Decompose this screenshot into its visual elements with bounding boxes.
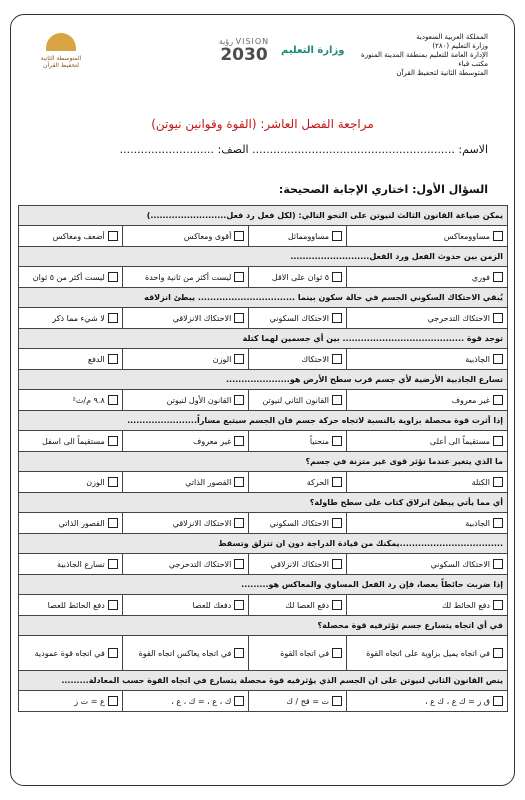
checkbox-icon[interactable] <box>493 272 503 282</box>
checkbox-icon[interactable] <box>332 313 342 323</box>
option-cell[interactable] <box>19 267 123 288</box>
option-cell[interactable] <box>249 472 347 493</box>
options-row <box>19 595 508 616</box>
checkbox-icon[interactable] <box>332 559 342 569</box>
option-label: غير معروف <box>451 395 490 405</box>
checkbox-icon[interactable] <box>234 477 244 487</box>
option-cell[interactable] <box>347 349 508 370</box>
vision-arabic: رؤية <box>218 37 234 46</box>
checkbox-icon[interactable] <box>108 231 118 241</box>
options-row <box>19 226 508 247</box>
option-cell[interactable] <box>122 636 249 671</box>
option-cell[interactable] <box>249 513 347 534</box>
option-cell[interactable] <box>19 349 123 370</box>
option-label: في اتجاه يميل بزاوية على اتجاه القوة <box>366 648 490 658</box>
checkbox-icon[interactable] <box>493 648 503 658</box>
checkbox-icon[interactable] <box>332 395 342 405</box>
checkbox-icon[interactable] <box>108 313 118 323</box>
option-label: الاحتكاك الانزلاقي <box>172 313 232 323</box>
option-label: مساوومعاكس <box>443 231 490 241</box>
options-row <box>19 349 508 370</box>
option-label: أقوى ومعاكس <box>183 231 232 241</box>
question-stem: الزمن بين حدوث الفعل ورد الفعل.......................... <box>19 247 508 267</box>
option-cell[interactable] <box>19 390 123 411</box>
option-label: مستقيماً الى أعلى <box>429 436 490 446</box>
option-cell[interactable] <box>122 431 249 452</box>
checkbox-icon[interactable] <box>234 600 244 610</box>
org-info <box>338 33 488 78</box>
option-cell[interactable] <box>19 554 123 575</box>
option-label: القصور الذاتي <box>185 477 232 487</box>
question-stem-row <box>19 206 508 226</box>
question-stem-row <box>19 411 508 431</box>
checkbox-icon[interactable] <box>108 559 118 569</box>
option-label: تسارع الجاذبية <box>57 559 105 569</box>
option-cell[interactable] <box>249 390 347 411</box>
option-cell[interactable] <box>249 431 347 452</box>
option-cell[interactable] <box>122 308 249 329</box>
option-label: الوزن <box>212 354 232 364</box>
checkbox-icon[interactable] <box>332 518 342 528</box>
option-cell[interactable] <box>122 349 249 370</box>
vision-word: VISION <box>235 37 270 46</box>
checkbox-icon[interactable] <box>108 518 118 528</box>
options-row <box>19 554 508 575</box>
question-stem-row <box>19 370 508 390</box>
option-label: الحركة <box>306 477 330 487</box>
question-stem-row <box>19 329 508 349</box>
question-stem: توجد قوة ........................................ بين أي جسمين لهما كتلة <box>19 329 508 349</box>
options-row <box>19 431 508 452</box>
option-cell[interactable] <box>122 554 249 575</box>
option-cell[interactable] <box>19 636 123 671</box>
option-cell[interactable] <box>347 691 508 712</box>
class-label: الصف: <box>217 143 249 156</box>
option-cell[interactable] <box>122 595 249 616</box>
question-stem: إذا ضربت حائطاً بعصا، فإن رد الفعل المساوي والمعاكس هو......... <box>19 575 508 595</box>
checkbox-icon[interactable] <box>332 648 342 658</box>
option-label: ليست أكثر من ٥ ثوان <box>32 272 105 282</box>
option-label: الاحتكاك السكوني <box>430 559 490 569</box>
option-label: الدفع <box>87 354 105 364</box>
sun-emblem-icon <box>46 33 76 51</box>
checkbox-icon[interactable] <box>332 354 342 364</box>
option-cell[interactable] <box>19 472 123 493</box>
checkbox-icon[interactable] <box>332 600 342 610</box>
option-label: ق ز = ك ع ، ك ع ، <box>424 696 490 706</box>
option-cell[interactable] <box>249 308 347 329</box>
option-cell[interactable] <box>122 226 249 247</box>
checkbox-icon[interactable] <box>493 231 503 241</box>
option-cell[interactable] <box>249 267 347 288</box>
option-label: الكتلة <box>471 477 490 487</box>
checkbox-icon[interactable] <box>493 600 503 610</box>
option-label: الاحتكاك <box>301 354 330 364</box>
option-cell[interactable] <box>19 308 123 329</box>
question-stem-row <box>19 575 508 595</box>
option-label: الجاذبية <box>465 354 490 364</box>
options-row <box>19 513 508 534</box>
option-label: دفع العصا لك <box>285 600 330 610</box>
checkbox-icon[interactable] <box>332 436 342 446</box>
checkbox-icon[interactable] <box>108 272 118 282</box>
checkbox-icon[interactable] <box>108 696 118 706</box>
org-line: مكتب قباء <box>458 60 488 68</box>
checkbox-icon[interactable] <box>234 395 244 405</box>
option-label: غير معروف <box>193 436 232 446</box>
option-cell[interactable] <box>122 691 249 712</box>
checkbox-icon[interactable] <box>108 436 118 446</box>
checkbox-icon[interactable] <box>332 696 342 706</box>
option-cell[interactable] <box>347 226 508 247</box>
option-cell[interactable] <box>249 636 347 671</box>
question-stem: إذا أثرت قوة محصلة بزاوية بالنسبة لاتجاه حركة جسم فان الجسم سيتبع مساراً....................... <box>19 411 508 431</box>
option-label: ليست أكثر من ثانية واحدة <box>145 272 232 282</box>
option-label: منحنياً <box>309 436 330 446</box>
question-stem-row <box>19 671 508 691</box>
org-line: المملكة العربية السعودية <box>416 33 488 41</box>
option-label: القانون الثاني لنيوتن <box>262 395 330 405</box>
name-field[interactable]: .......................................................... <box>252 143 455 156</box>
ministry-logo: وزارة التعليم <box>281 45 345 56</box>
question-stem: ينص القانون الثاني لنيوتن على ان الجسم الذي يؤثرفيه قوة محصلة يتسارع في اتجاه القوة حسب المعادلة......... <box>19 671 508 691</box>
option-cell[interactable] <box>347 595 508 616</box>
option-label: مساوومماثل <box>287 231 330 241</box>
checkbox-icon[interactable] <box>108 600 118 610</box>
option-label: أضعف ومعاكس <box>52 231 105 241</box>
option-label: دفع الحائط للعصا <box>47 600 105 610</box>
option-cell[interactable] <box>347 636 508 671</box>
question-stem-row <box>19 288 508 308</box>
checkbox-icon[interactable] <box>332 231 342 241</box>
question-stem: يمكن صياغة القانون الثالث لنيوتن على النحو التالي: (لكل فعل رد فعل.........................) <box>19 206 508 226</box>
question-stem: ..................................يمكنك من قيادة الدراجة دون ان تنزلق وتسقط <box>19 534 508 554</box>
option-cell[interactable] <box>19 595 123 616</box>
option-label: الاحتكاك التدحرجي <box>427 313 490 323</box>
options-row <box>19 636 508 671</box>
checkbox-icon[interactable] <box>108 354 118 364</box>
option-cell[interactable] <box>122 472 249 493</box>
checkbox-icon[interactable] <box>234 272 244 282</box>
option-label: مستقيماً الى اسفل <box>41 436 105 446</box>
option-cell[interactable] <box>347 267 508 288</box>
section-title: السؤال الأول: اختاري الإجابة الصحيحة: <box>278 183 488 196</box>
option-cell[interactable] <box>249 554 347 575</box>
option-cell[interactable] <box>347 431 508 452</box>
question-stem: يُبقي الاحتكاك السكوني الجسم في حالة سكون بينما ................................ يبطئ انزلاقه <box>19 288 508 308</box>
checkbox-icon[interactable] <box>234 559 244 569</box>
option-cell[interactable] <box>122 267 249 288</box>
checkbox-icon[interactable] <box>234 436 244 446</box>
option-label: الاحتكاك الانزلاقي <box>270 559 330 569</box>
question-stem-row <box>19 534 508 554</box>
checkbox-icon[interactable] <box>332 477 342 487</box>
org-line: الإدارة العامة للتعليم بمنطقة المدينة المنورة <box>361 51 488 59</box>
checkbox-icon[interactable] <box>493 477 503 487</box>
question-stem-row <box>19 247 508 267</box>
question-stem-row <box>19 452 508 472</box>
option-cell[interactable] <box>249 595 347 616</box>
option-label: في اتجاه قوة عمودية <box>34 648 105 658</box>
option-cell[interactable] <box>347 554 508 575</box>
option-label: القصور الذاتي <box>58 518 105 528</box>
page-title: مراجعة الفصل العاشر: (القوة وقوانين نيوتن) <box>151 117 374 131</box>
checkbox-icon[interactable] <box>493 354 503 364</box>
checkbox-icon[interactable] <box>493 559 503 569</box>
option-label: ٩.٨ م/ث² <box>72 395 105 405</box>
option-label: في اتجاه يعاكس اتجاه القوة <box>138 648 232 658</box>
option-cell[interactable] <box>19 431 123 452</box>
worksheet <box>10 14 515 786</box>
checkbox-icon[interactable] <box>493 696 503 706</box>
checkbox-icon[interactable] <box>493 518 503 528</box>
checkbox-icon[interactable] <box>493 395 503 405</box>
school-logo <box>31 33 91 77</box>
option-label: ك ، ع ، = ك ، ع ، <box>171 696 232 706</box>
option-label: في اتجاه القوة <box>280 648 330 658</box>
checkbox-icon[interactable] <box>234 231 244 241</box>
org-line: المتوسطة الثانية لتحفيظ القرآن <box>396 69 488 77</box>
name-label: الاسم: <box>458 143 488 156</box>
option-cell[interactable] <box>19 513 123 534</box>
checkbox-icon[interactable] <box>234 518 244 528</box>
checkbox-icon[interactable] <box>493 313 503 323</box>
school-logo-caption: المتوسطة الثانية لتحفيظ القرآن <box>40 55 82 69</box>
option-label: ع = ت ز <box>74 696 105 706</box>
checkbox-icon[interactable] <box>108 477 118 487</box>
vision-2030-logo <box>209 37 279 85</box>
checkbox-icon[interactable] <box>108 648 118 658</box>
org-line: وزارة التعليم (٢٨٠) <box>432 42 488 50</box>
question-stem: ما الذي يتغير عندما تؤثر قوى غير متزنة في جسم؟ <box>19 452 508 472</box>
options-row <box>19 267 508 288</box>
question-stem-row <box>19 493 508 513</box>
option-label: الاحتكاك السكوني <box>269 518 330 528</box>
option-cell[interactable] <box>347 308 508 329</box>
option-label: القانون الأول لنيوتن <box>166 395 232 405</box>
option-cell[interactable] <box>122 513 249 534</box>
option-cell[interactable] <box>19 226 123 247</box>
option-cell[interactable] <box>19 691 123 712</box>
option-cell[interactable] <box>347 390 508 411</box>
checkbox-icon[interactable] <box>493 436 503 446</box>
option-label: ت = قح / ك <box>286 696 330 706</box>
option-label: الجاذبية <box>465 518 490 528</box>
vision-year: 2030 <box>220 45 268 65</box>
options-row <box>19 691 508 712</box>
name-class-row <box>31 143 488 156</box>
option-label: ٥ ثوان على الاقل <box>271 272 330 282</box>
options-row <box>19 308 508 329</box>
option-label: الاحتكاك الانزلاقي <box>172 518 232 528</box>
option-label: دفع الحائط لك <box>442 600 490 610</box>
checkbox-icon[interactable] <box>234 648 244 658</box>
option-cell[interactable] <box>249 226 347 247</box>
option-label: دفعك للعصا <box>192 600 232 610</box>
question-stem: في أي اتجاه يتسارع جسم تؤثرفيه قوة محصلة؟ <box>19 616 508 636</box>
option-cell[interactable] <box>347 472 508 493</box>
option-cell[interactable] <box>122 390 249 411</box>
class-field[interactable]: ........................... <box>119 143 215 156</box>
option-label: لا شيء مما ذكر <box>52 313 105 323</box>
question-stem-row <box>19 616 508 636</box>
option-label: فوري <box>471 272 490 282</box>
options-row <box>19 390 508 411</box>
option-label: الاحتكاك التدحرجي <box>168 559 232 569</box>
option-label: الاحتكاك السكوني <box>269 313 330 323</box>
checkbox-icon[interactable] <box>234 696 244 706</box>
options-row <box>19 472 508 493</box>
checkbox-icon[interactable] <box>234 313 244 323</box>
option-cell[interactable] <box>347 513 508 534</box>
questions-table <box>18 205 508 712</box>
header <box>11 15 514 85</box>
question-stem: تسارع الجاذبية الأرضية لأي جسم قرب سطح الأرض هو..................... <box>19 370 508 390</box>
option-cell[interactable] <box>249 349 347 370</box>
question-stem: أي مما يأتي يبطئ انزلاق كتاب على سطح طاولة؟ <box>19 493 508 513</box>
checkbox-icon[interactable] <box>332 272 342 282</box>
option-cell[interactable] <box>249 691 347 712</box>
option-label: الوزن <box>86 477 105 487</box>
checkbox-icon[interactable] <box>234 354 244 364</box>
checkbox-icon[interactable] <box>108 395 118 405</box>
